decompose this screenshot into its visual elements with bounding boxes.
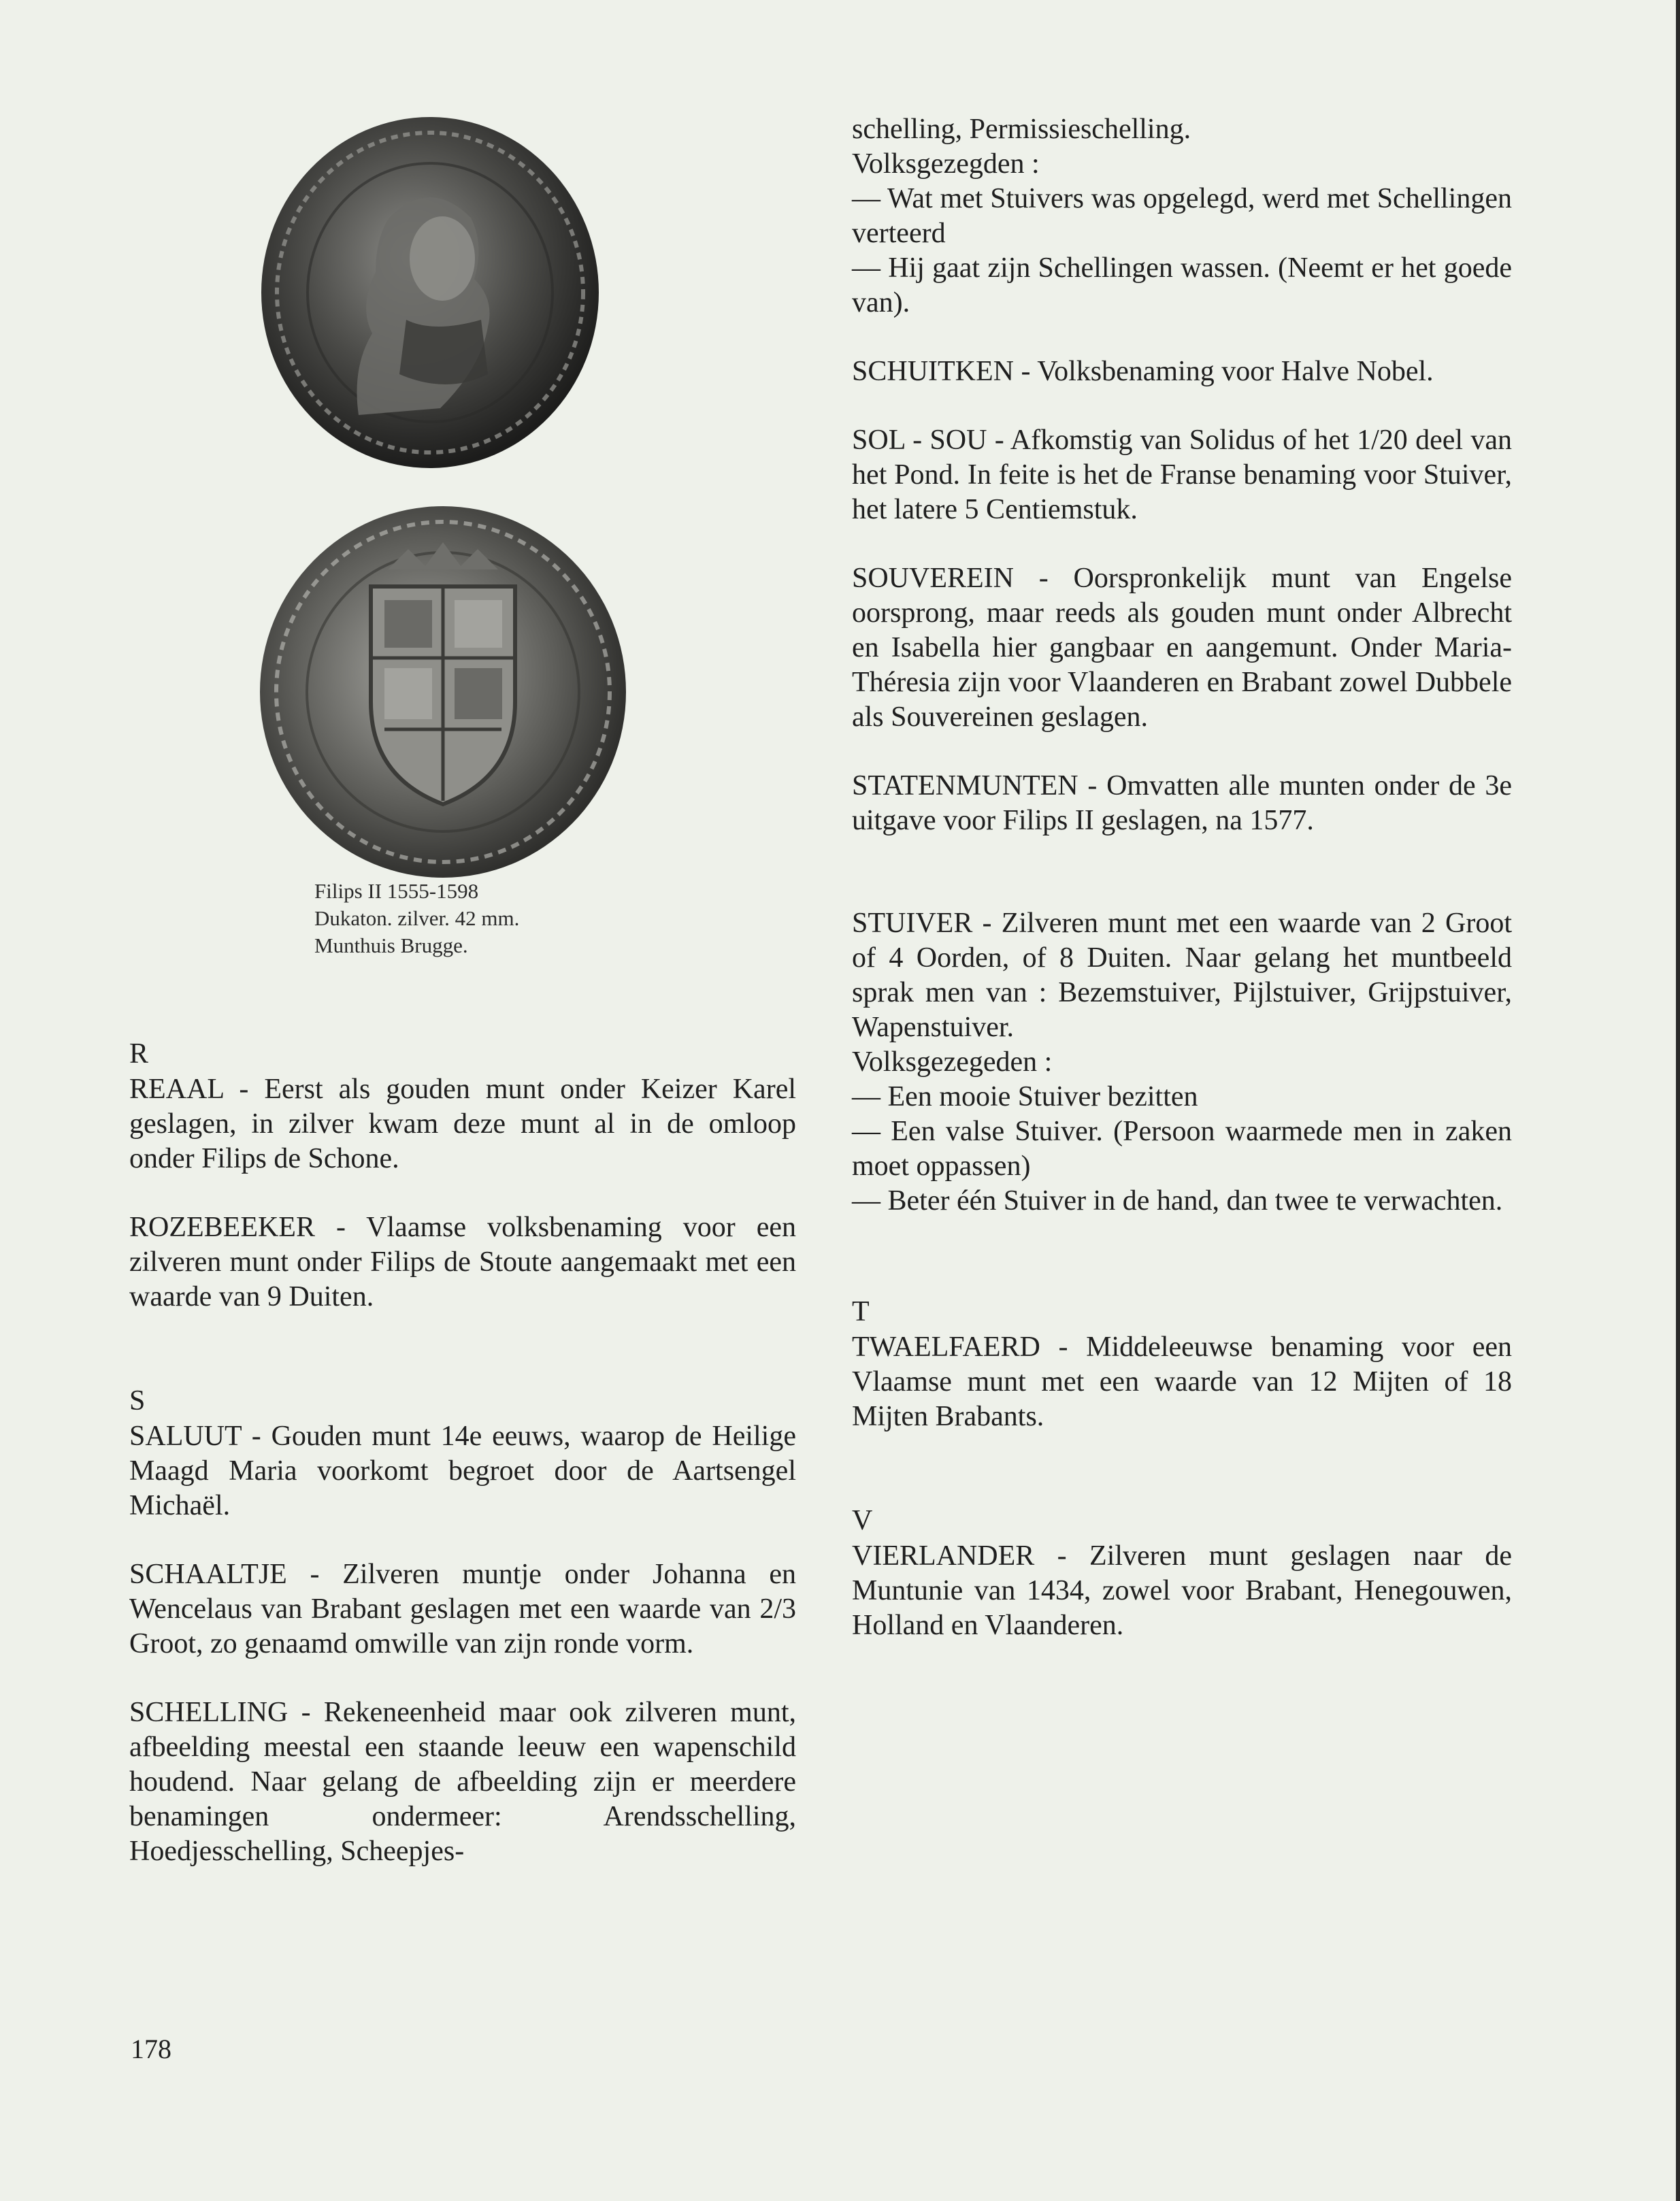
stuiver-saying-1: — Een mooie Stuiver bezitten: [852, 1081, 1198, 1112]
entry-sol-sou-text: SOL - SOU - Afkomstig van Solidus of het 1/20 deel van het Pond. In feite is het de Franse benaming voor Stuiver, het latere 5 Centiemstuk.: [852, 425, 1512, 525]
entry-saluut-text: SALUUT - Gouden munt 14e eeuws, waarop de Heilige Maagd Maria voorkomt begroet door de Aartsengel Michaël.: [129, 1421, 796, 1521]
section-letter-v: V: [852, 1505, 873, 1536]
entry-souverein: [852, 561, 1512, 735]
entry-vierlander: [852, 1539, 1512, 1643]
right-column: [852, 112, 1512, 1677]
entry-reaal-text: REAAL - Eerst als gouden munt onder Keizer Karel geslagen, in zilver kwam deze munt al in de omloop onder Filips de Schone.: [129, 1074, 796, 1174]
entry-schelling: [129, 1695, 796, 1869]
entry-twaelfaerd-text: TWAELFAERD - Middeleeuwse benaming voor een Vlaamse munt met een waarde van 12 Mijten of 18 Mijten Brabants.: [852, 1331, 1512, 1432]
entry-schuitken: [852, 354, 1512, 389]
caption-line-ruler: Filips II 1555-1598: [314, 879, 479, 903]
page-edge: [1676, 0, 1680, 2201]
entry-schelling-continued: [852, 112, 1512, 320]
entry-schelling-text: SCHELLING - Rekeneenheid maar ook zilveren munt, afbeelding meestal een staande leeuw een wapenschild houdend. Naar gelang de afbeelding zijn er meerdere benamingen ondermeer: Arendsschelling, Hoedjesschelling, Scheepjes-: [129, 1697, 796, 1867]
section-letter-s: S: [129, 1385, 146, 1417]
schelling-saying-1: — Wat met Stuivers was opgelegd, werd met Schellingen verteerd: [852, 183, 1512, 249]
schelling-sayings-title: Volksgezegden :: [852, 148, 1040, 180]
stuiver-saying-2: — Een valse Stuiver. (Persoon waarmede men in zaken moet oppassen): [852, 1116, 1512, 1182]
coin-reverse-image: [259, 505, 627, 879]
entry-statenmunten-text: STATENMUNTEN - Omvatten alle munten onder de 3e uitgave voor Filips II geslagen, na 1577.: [852, 770, 1512, 836]
caption-line-coin: Dukaton. zilver. 42 mm.: [314, 906, 520, 930]
coin-reverse-drawing: [259, 505, 627, 879]
coin-obverse-drawing: [260, 116, 600, 469]
entry-stuiver-text: STUIVER - Zilveren munt met een waarde van 2 Groot of 4 Oorden, of 8 Duiten. Naar gelang het muntbeeld sprak men van : Bezemstuiver, Pijlstuiver, Grijpstuiver, Wapenstuiver.: [852, 908, 1512, 1043]
entry-rozebeeker: [129, 1210, 796, 1314]
entry-sol-sou: [852, 423, 1512, 527]
section-letter-t: T: [852, 1296, 870, 1327]
entry-stuiver: [852, 906, 1512, 1219]
entry-schuitken-text: SCHUITKEN - Volksbenaming voor Halve Nobel.: [852, 356, 1434, 387]
left-column: [129, 1036, 796, 1903]
schelling-saying-2: — Hij gaat zijn Schellingen wassen. (Neemt er het goede van).: [852, 252, 1512, 318]
entry-reaal: [129, 1072, 796, 1176]
entry-rozebeeker-text: ROZEBEEKER - Vlaamse volksbenaming voor een zilveren munt onder Filips de Stoute aangemaakt met een waarde van 9 Duiten.: [129, 1212, 796, 1312]
entry-twaelfaerd: [852, 1330, 1512, 1434]
entry-souverein-text: SOUVEREIN - Oorspronkelijk munt van Engelse oorsprong, maar reeds als gouden munt onder Albrecht en Isabella hier gangbaar en aangemunt. Onder Maria-Théresia zijn voor Vlaanderen en Brabant zowel Dubbele als Souvereinen geslagen.: [852, 563, 1512, 733]
section-letter-r: R: [129, 1038, 149, 1070]
stuiver-saying-3: — Beter één Stuiver in de hand, dan twee te verwachten.: [852, 1185, 1503, 1217]
entry-saluut: [129, 1419, 796, 1523]
entry-statenmunten: [852, 769, 1512, 838]
schelling-continued-text: schelling, Permissieschelling.: [852, 114, 1191, 145]
stuiver-sayings-title: Volksgezegeden :: [852, 1046, 1053, 1078]
caption-line-mint: Munthuis Brugge.: [314, 933, 468, 957]
coin-caption: [314, 878, 519, 959]
entry-schaaltje: [129, 1557, 796, 1661]
entry-schaaltje-text: SCHAALTJE - Zilveren muntje onder Johanna en Wencelaus van Brabant geslagen met een waarde van 2/3 Groot, zo genaamd omwille van zijn ronde vorm.: [129, 1559, 796, 1659]
coin-obverse-image: [260, 116, 600, 469]
entry-vierlander-text: VIERLANDER - Zilveren munt geslagen naar de Muntunie van 1434, zowel voor Brabant, Henegouwen, Holland en Vlaanderen.: [852, 1540, 1512, 1641]
page-number: 178: [131, 2034, 171, 2064]
